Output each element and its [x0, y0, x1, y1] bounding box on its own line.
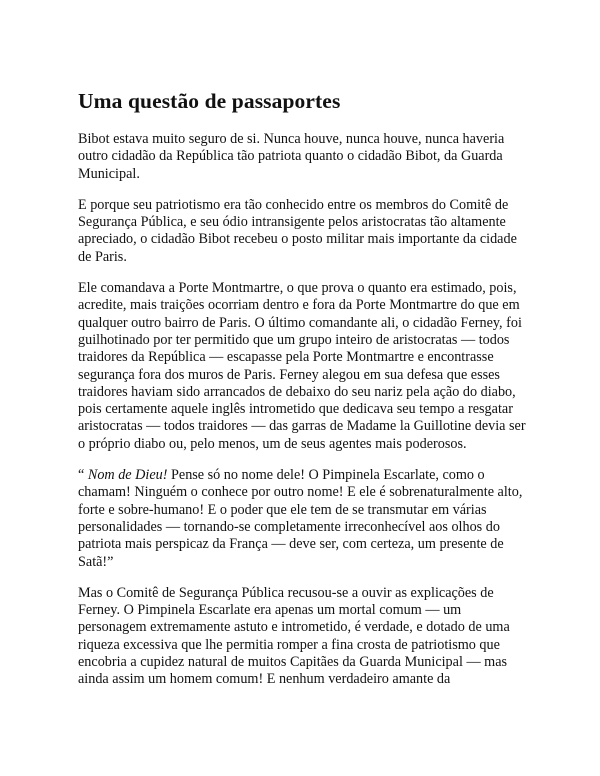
open-quote: “	[78, 467, 88, 484]
paragraph-5: Mas o Comitê de Segurança Pública recusou-se a ouvir as explicações de Ferney. O Pimpinela Escarlate era apenas um mortal comum — um personagem extremamente astuto e intrometido, é verdade, e dotado de uma riqueza excessiva que lhe permitia romper a fina crosta de patriotismo que encobria a cupidez natural de muitos Capitães da Guarda Municipal — mas ainda assim um homem comum! E nenhum verdadeiro amante da	[78, 584, 510, 688]
document-page	[78, 88, 528, 703]
paragraph-4	[78, 467, 528, 571]
paragraph-4-text: Pense só no nome dele! O Pimpinela Escarlate, como o chamam! Ninguém o conhece por outro nome! E ele é sobrenaturalmente alto, forte e sobre-humano! E o poder que ele tem de se transmutar em várias personalidades — tornando-se completamente irreconhecível aos olhos do patriota mais perspicaz da França — deve ser, com certeza, um presente de Satã!”	[78, 467, 523, 570]
chapter-title: Uma questão de passaportes	[78, 89, 341, 113]
paragraph-2: E porque seu patriotismo era tão conhecido entre os membros do Comitê de Segurança Pública, e seu ódio intransigente pelos aristocratas tão altamente apreciado, o cidadão Bibot recebeu o posto militar mais importante da cidade de Paris.	[78, 196, 517, 265]
paragraph-3: Ele comandava a Porte Montmartre, o que prova o quanto era estimado, pois, acredite, mais traições ocorriam dentro e fora da Porte Montmartre do que em qualquer outro bairro de Paris. O último comandante ali, o cidadão Ferney, foi guilhotinado por ter permitido que um grupo inteiro de aristocratas — todos traidores da República — escapasse pela Porte Montmartre e encontrasse segurança fora dos muros de Paris. Ferney alegou em sua defesa que esses traidores haviam sido arrancados de debaixo do seu nariz pela ação do diabo, pois certamente aquele inglês intrometido que dedicava seu tempo a resgatar aristocratas — todos traidores — das garras de Madame la Guillotine devia ser o próprio diabo ou, pelo menos, um de seus agentes mais poderosos.	[78, 280, 526, 452]
paragraph-1: Bibot estava muito seguro de si. Nunca houve, nunca houve, nunca haveria outro cidadão da República tão patriota quanto o cidadão Bibot, da Guarda Municipal.	[78, 131, 505, 182]
italic-exclamation: Nom de Dieu!	[87, 467, 168, 484]
